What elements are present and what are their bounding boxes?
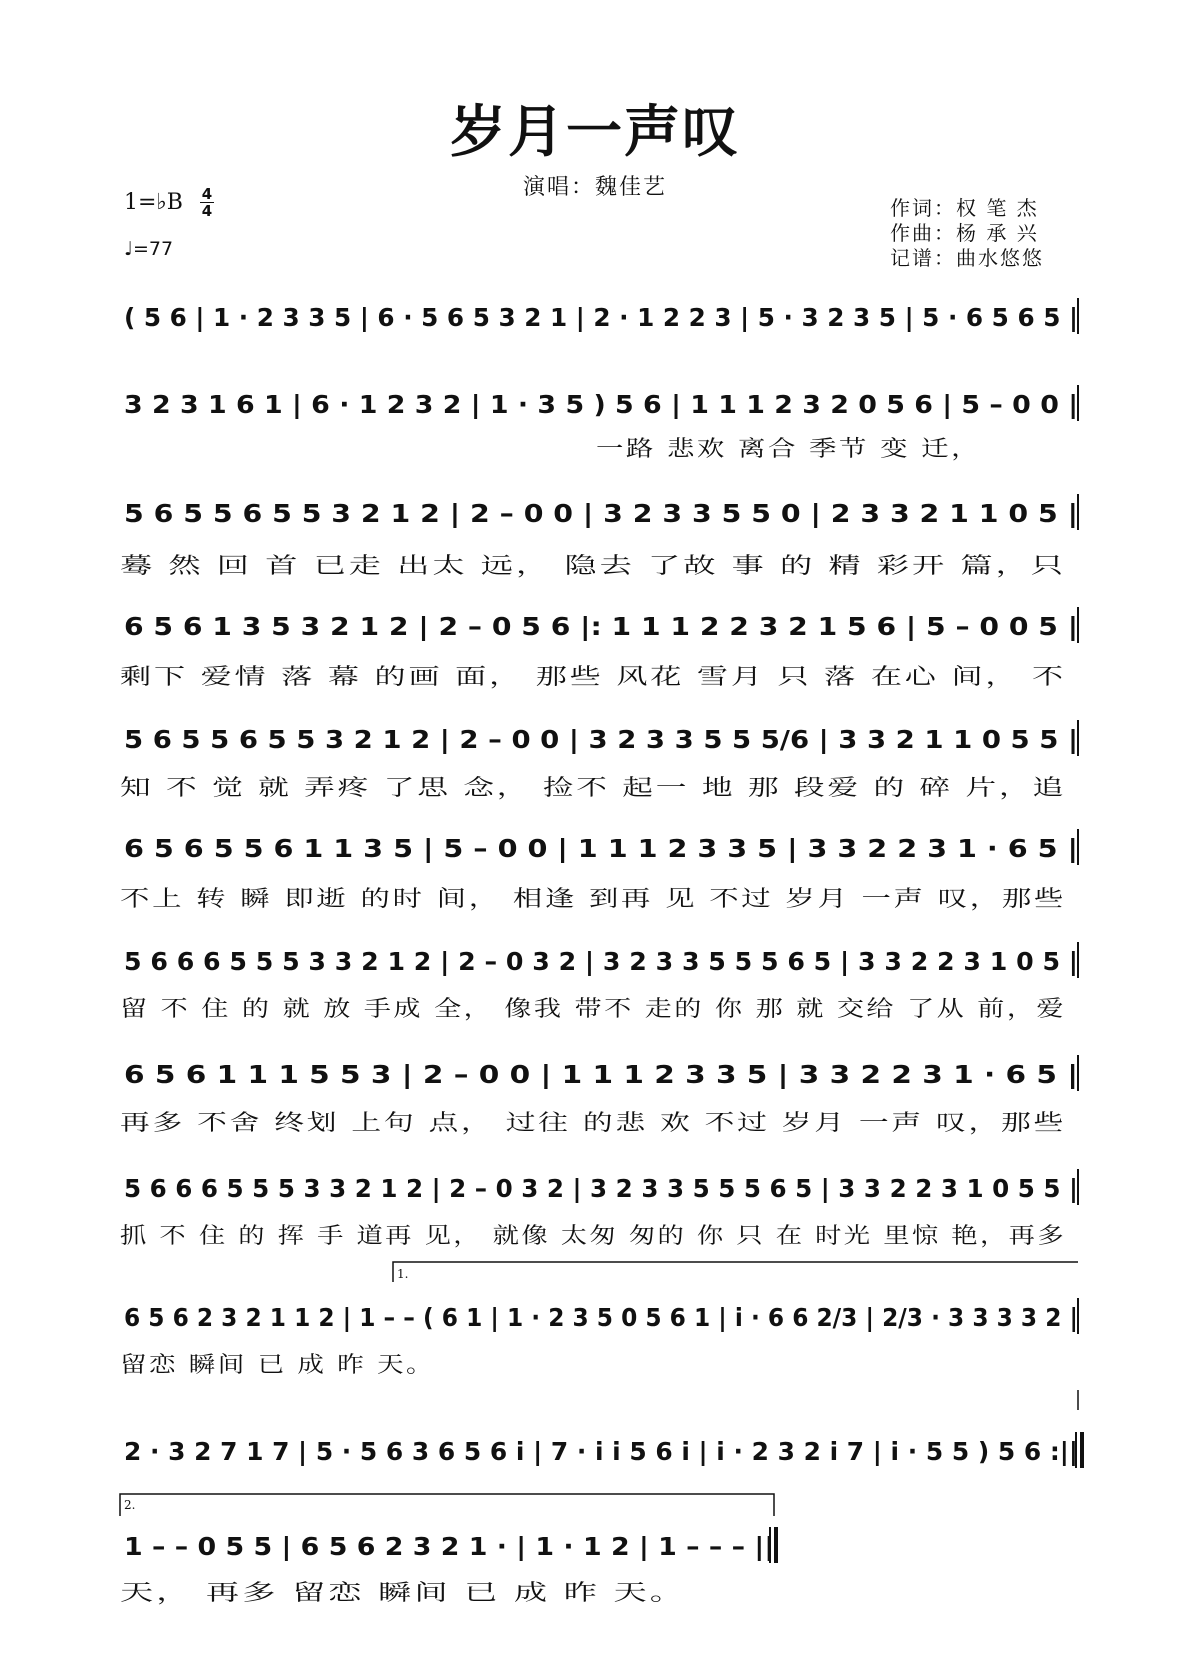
lyrics-line: 留 不 住 的 就 放 手成 全， 像我 带不 走的 你 那 就 交给 了从 前，爱 <box>120 997 1066 1022</box>
score-system <box>120 942 1078 1022</box>
composer-credit: 作曲：杨 承 兴 <box>890 221 1039 245</box>
key-signature: 1=♭B <box>124 190 183 215</box>
lyrics-line: 再多 不舍 终划 上句 点， 过往 的悲 欢 不过 岁月 一声 叹，那些 <box>120 1111 1066 1136</box>
time-signature-bottom: 4 <box>201 202 213 220</box>
notation-line: 2 · 3 2 7 1 7 | 5 · 5 6 3 6 5 6 i | 7 · i i 5 6 i | i · 2 3 2 i 7 | i · 5 5 ) 5 6 :|| <box>124 1437 1078 1466</box>
score-system <box>120 720 1078 801</box>
lyrics-line: 不上 转 瞬 即逝 的时 间， 相逢 到再 见 不过 岁月 一声 叹，那些 <box>120 887 1066 912</box>
score-system <box>120 607 1078 690</box>
time-signature-top: 4 <box>201 185 213 203</box>
score-system <box>120 1494 776 1606</box>
notation-line: 5 6 5 5 6 5 5 3 2 1 2 | 2 – 0 0 | 3 2 3 3 5 5 5/6 | 3 3 2 1 1 0 5 5 | <box>124 725 1078 754</box>
notation-line: 6 5 6 1 1 1 5 5 3 | 2 – 0 0 | 1 1 1 2 3 3 5 | 3 3 2 2 3 1 · 6 5 | <box>124 1060 1078 1089</box>
score-system <box>124 298 1078 334</box>
score-system <box>120 1169 1078 1249</box>
singer-line: 演唱：魏佳艺 <box>522 175 667 200</box>
score-system <box>120 1055 1078 1136</box>
notation-line: 5 6 6 6 5 5 5 3 3 2 1 2 | 2 – 0 3 2 | 3 2 3 3 5 5 5 6 5 | 3 3 2 2 3 1 0 5 | <box>124 947 1078 976</box>
score-system <box>120 1262 1078 1378</box>
lyrics-line: 抓 不 住 的 挥 手 道再 见， 就像 太匆 匆的 你 只 在 时光 里惊 艳，再多 <box>120 1224 1066 1249</box>
lyrics-line: 剩下 爱情 落 幕 的画 面， 那些 风花 雪月 只 落 在心 间， 不 <box>120 665 1066 690</box>
notation-line: 6 5 6 1 3 5 3 2 1 2 | 2 – 0 5 6 |: 1 1 1 2 2 3 2 1 5 6 | 5 – 0 0 5 | <box>124 612 1078 641</box>
notation-line: 3 2 3 1 6 1 | 6 · 1 2 3 2 | 1 · 3 5 ) 5 6 | 1 1 1 2 3 2 0 5 6 | 5 – 0 0 | <box>124 390 1078 419</box>
notation-line: 1 – – 0 5 5 | 6 5 6 2 3 2 1 · | 1 · 1 2 | 1 – – – || <box>124 1532 774 1561</box>
volta-bracket <box>120 1494 774 1516</box>
score-system <box>120 829 1078 912</box>
lyrics-line: 一路 悲欢 离合 季节 变 迁， <box>596 437 981 462</box>
lyrics-line: 留恋 瞬间 已 成 昨 天。 <box>120 1353 435 1378</box>
notation-line: ( 5 6 | 1 · 2 3 3 5 | 6 · 5 6 5 3 2 1 | 2 · 1 2 2 3 | 5 · 3 2 3 5 | 5 · 6 5 6 5 | <box>124 303 1078 332</box>
volta-label: 1. <box>397 1267 409 1281</box>
song-title: 岁月一声叹 <box>450 99 740 165</box>
notation-line: 5 6 6 6 5 5 5 3 3 2 1 2 | 2 – 0 3 2 | 3 2 3 3 5 5 5 6 5 | 3 3 2 2 3 1 0 5 5 | <box>124 1174 1078 1203</box>
volta-label: 2. <box>124 1498 136 1512</box>
score-system <box>120 494 1078 579</box>
score-system <box>124 385 1078 462</box>
volta-bracket <box>393 1262 1078 1282</box>
lyricist-credit: 作词：权 笔 杰 <box>890 196 1039 220</box>
notation-line: 6 5 6 2 3 2 1 1 2 | 1 – – ( 6 1 | 1 · 2 3 5 0 5 6 1 | i · 6 6 2/3 | 2/3 · 3 3 3 3 2 | <box>124 1303 1078 1332</box>
score-system <box>124 1390 1082 1468</box>
lyrics-line: 天， 再多 留恋 瞬间 已 成 昨 天。 <box>120 1581 686 1606</box>
notation-line: 5 6 5 5 6 5 5 3 2 1 2 | 2 – 0 0 | 3 2 3 3 5 5 0 | 2 3 3 2 1 1 0 5 | <box>124 499 1078 528</box>
lyrics-line: 知 不 觉 就 弄疼 了思 念， 捡不 起一 地 那 段爱 的 碎 片，追 <box>120 776 1066 801</box>
notation-line: 6 5 6 5 5 6 1 1 3 5 | 5 – 0 0 | 1 1 1 2 3 3 5 | 3 3 2 2 3 1 · 6 5 | <box>124 834 1078 863</box>
transcriber-credit: 记谱：曲水悠悠 <box>890 246 1044 270</box>
tempo-marking: ♩=77 <box>124 238 174 260</box>
lyrics-line: 蓦 然 回 首 已走 出太 远， 隐去 了故 事 的 精 彩开 篇，只 <box>120 554 1066 579</box>
